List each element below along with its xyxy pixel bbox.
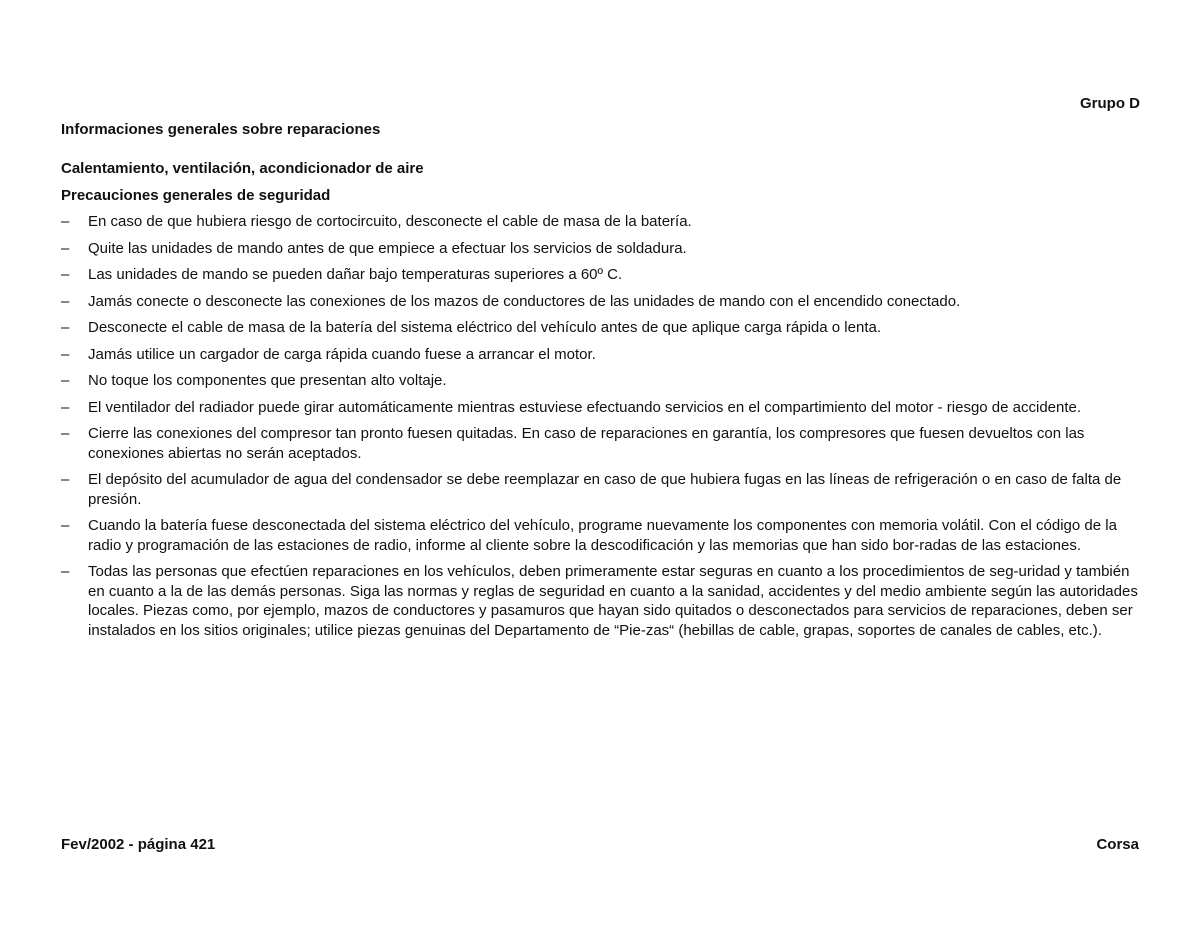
bullet-dash: – <box>61 345 70 363</box>
bullet-dash: – <box>61 292 70 310</box>
list-item <box>61 239 1141 259</box>
list-item <box>61 292 1141 312</box>
group-label: Grupo D <box>1080 95 1140 112</box>
list-item <box>61 265 1141 285</box>
section-title: Informaciones generales sobre reparaciones <box>61 121 381 138</box>
footer-date-page: Fev/2002 - página 421 <box>61 836 216 853</box>
bullet-dash: – <box>61 239 70 257</box>
list-item-text: Cuando la batería fuese desconectada del sistema eléctrico del vehículo, programe nuevamente los componentes con memoria volátil. Con el código de la radio y programación de las estaciones de radio, informe al cliente sobre la descodificación y las memorias que han sido bor-radas de las estaciones. <box>88 517 1117 554</box>
list-item-text: Todas las personas que efectúen reparaciones en los vehículos, deben primeramente estar seguras en cuanto a los procedimientos de seg-uridad y también en cuanto a la de las demás personas. Siga las normas y reglas de seguridad en cuanto a la sanidad, accidentes y del medio ambiente según las autoridades locales. Piezas como, por ejemplo, mazos de conductores y pasamuros que hayan sido quitados o desconectados para servicios de reparaciones, deben ser instalados en los sitios originales; utilice piezas genuinas del Departamento de “Pie-zas“ (hebillas de cable, grapas, soportes de canales de cables, etc.). <box>88 563 1138 639</box>
bullet-dash: – <box>61 266 70 283</box>
bullet-dash: – <box>61 517 70 534</box>
list-item-text: Jamás utilice un cargador de carga rápida cuando fuese a arrancar el motor. <box>88 345 596 363</box>
bullet-dash: – <box>61 372 70 389</box>
list-item <box>61 470 1141 509</box>
subsection-title: Calentamiento, ventilación, acondicionador de aire <box>61 160 424 177</box>
list-item-text: Quite las unidades de mando antes de que empiece a efectuar los servicios de soldadura. <box>88 239 687 257</box>
list-item-text: Cierre las conexiones del compresor tan pronto fuesen quitadas. En caso de reparaciones en garantía, los compresores que fuesen devueltos con las conexiones abiertas no serán aceptados. <box>88 425 1085 462</box>
list-item <box>61 212 1141 232</box>
bullet-dash: – <box>61 471 70 488</box>
bullet-dash: – <box>61 213 70 230</box>
bullet-dash: – <box>61 398 70 416</box>
bullet-dash: – <box>61 563 70 580</box>
list-item-text: Las unidades de mando se pueden dañar bajo temperaturas superiores a 60º C. <box>88 266 623 283</box>
list-item-text: No toque los componentes que presentan alto voltaje. <box>88 372 447 389</box>
list-item-text: El ventilador del radiador puede girar automáticamente mientras estuviese efectuando servicios en el compartimiento del motor - riesgo de accidente. <box>88 398 1082 416</box>
list-item <box>61 516 1141 555</box>
footer-model: Corsa <box>1096 836 1139 853</box>
bullet-dash: – <box>61 319 70 336</box>
bullet-dash: – <box>61 425 70 442</box>
list-item <box>61 398 1141 418</box>
list-item-text: Desconecte el cable de masa de la batería del sistema eléctrico del vehículo antes de que aplique carga rápida o lenta. <box>88 319 881 336</box>
precautions-list <box>61 212 1141 647</box>
list-item <box>61 318 1141 338</box>
list-item <box>61 424 1141 463</box>
list-item-text: El depósito del acumulador de agua del condensador se debe reemplazar en caso de que hubiera fugas en las líneas de refrigeración o en caso de falta de presión. <box>88 471 1122 508</box>
list-item <box>61 562 1141 640</box>
list-item-text: Jamás conecte o desconecte las conexiones de los mazos de conductores de las unidades de mando con el encendido conectado. <box>88 292 961 310</box>
list-item <box>61 371 1141 391</box>
list-item-text: En caso de que hubiera riesgo de cortocircuito, desconecte el cable de masa de la batería. <box>88 213 692 230</box>
list-item <box>61 345 1141 365</box>
topic-title: Precauciones generales de seguridad <box>61 187 331 204</box>
